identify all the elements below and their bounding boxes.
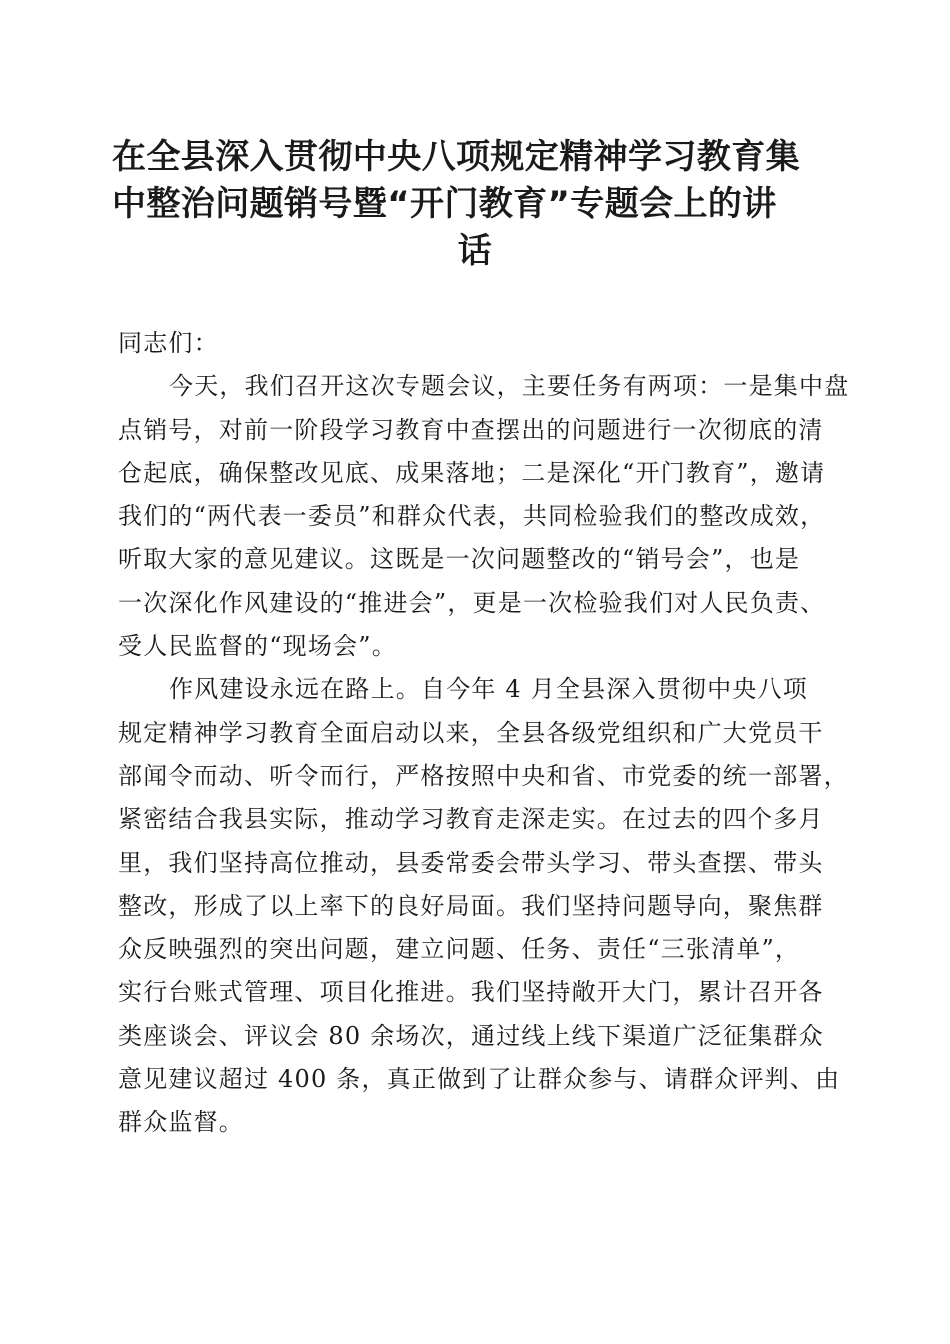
paragraph-1 bbox=[118, 365, 850, 668]
paragraph-line: 部闻令而动、听令而行，严格按照中央和省、市党委的统一部署， bbox=[118, 761, 849, 790]
paragraph-line: 整改，形成了以上率下的良好局面。我们坚持问题导向，聚焦群 bbox=[118, 891, 824, 920]
paragraph-line: 受人民监督的“现场会”。 bbox=[118, 632, 397, 661]
paragraph-line: 仓起底，确保整改见底、成果落地；二是深化“开门教育”，邀请 bbox=[118, 458, 826, 487]
paragraph-line: 紧密结合我县实际，推动学习教育走深走实。在过去的四个多月 bbox=[118, 805, 824, 834]
document-body bbox=[118, 322, 850, 1145]
paragraph-line: 听取大家的意见建议。这既是一次问题整改的“销号会”，也是 bbox=[118, 545, 801, 574]
paragraph-line: 今天，我们召开这次专题会议，主要任务有两项：一是集中盘 bbox=[169, 372, 850, 401]
paragraph-2 bbox=[118, 668, 849, 1144]
title-line-1: 在全县深入贯彻中央八项规定精神学习教育集 bbox=[112, 137, 800, 177]
paragraph-line: 众反映强烈的突出问题，建立问题、任务、责任“三张清单”， bbox=[118, 935, 801, 964]
paragraph-line: 规定精神学习教育全面启动以来，全县各级党组织和广大党员干 bbox=[118, 718, 824, 747]
paragraph-line: 作风建设永远在路上。自今年 4 月全县深入贯彻中央八项 bbox=[169, 675, 808, 704]
paragraph-line: 意见建议超过 400 条，真正做到了让群众参与、请群众评判、由 bbox=[118, 1065, 841, 1094]
salutation: 同志们： bbox=[118, 329, 219, 357]
paragraph-line: 我们的“两代表一委员”和群众代表，共同检验我们的整改成效， bbox=[118, 502, 826, 531]
paragraph-line: 类座谈会、评议会 80 余场次，通过线上线下渠道广泛征集群众 bbox=[118, 1021, 824, 1050]
paragraph-line: 一次深化作风建设的“推进会”，更是一次检验我们对人民负责、 bbox=[118, 588, 826, 617]
paragraph-line: 群众监督。 bbox=[118, 1108, 244, 1137]
paragraph-line: 点销号，对前一阶段学习教育中查摆出的问题进行一次彻底的清 bbox=[118, 415, 824, 444]
document-title bbox=[112, 134, 838, 275]
paragraph-line: 里，我们坚持高位推动，县委常委会带头学习、带头查摆、带头 bbox=[118, 848, 824, 877]
title-line-2: 中整治问题销号暨“开门教育”专题会上的讲 bbox=[112, 184, 777, 224]
title-line-3: 话 bbox=[457, 231, 493, 271]
paragraph-line: 实行台账式管理、项目化推进。我们坚持敞开大门，累计召开各 bbox=[118, 978, 824, 1007]
